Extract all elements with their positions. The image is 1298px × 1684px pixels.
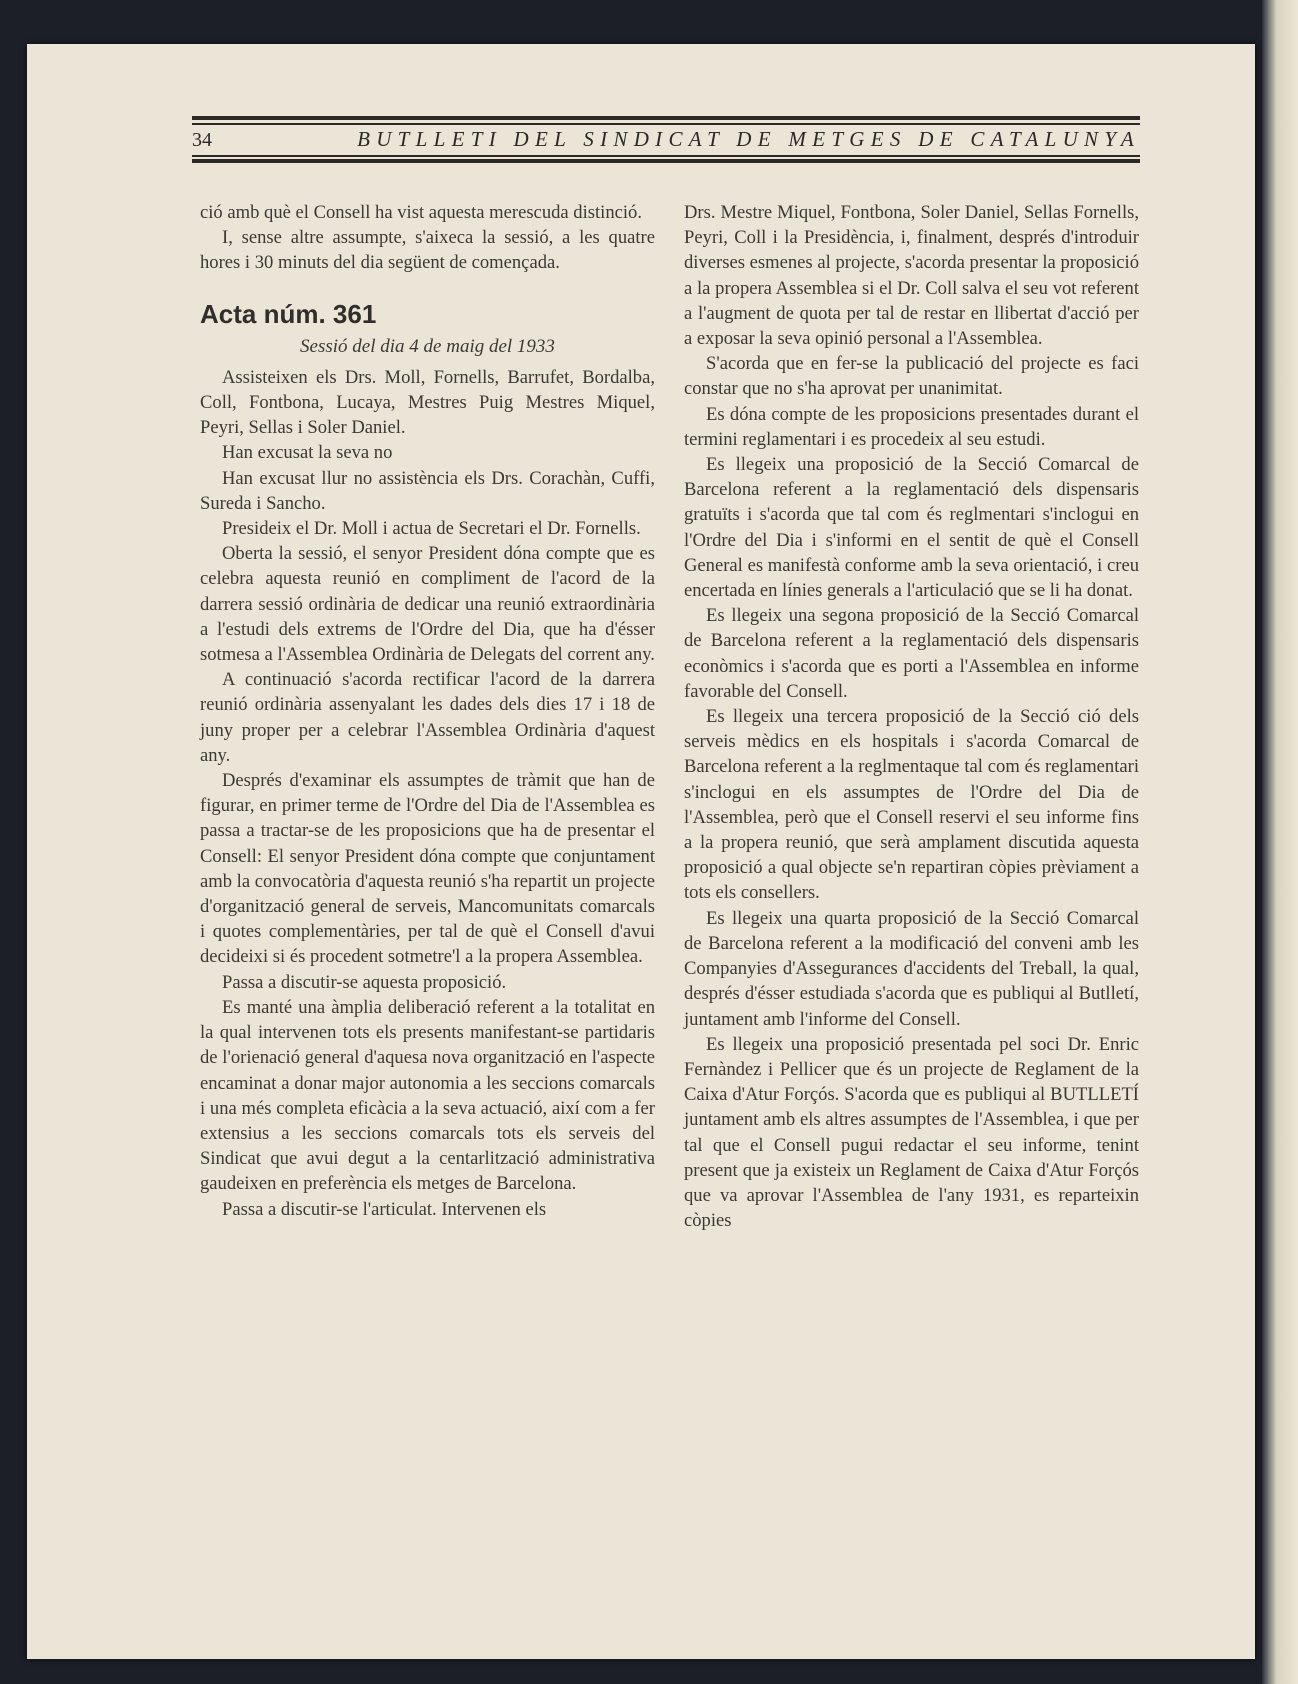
paragraph: A continuació s'acorda rectificar l'acord de la darrera reunió ordinària assenyalant les dades dels dies 17 i 18 de juny proper per a celebrar l'Assemblea Ordinària d'aquest any. <box>200 669 655 766</box>
paragraph: Oberta la sessió, el senyor President dóna compte que es celebra aquesta reunió en compliment de l'acord de la darrera sessió ordinària de dedicar una reunió extraordinària a l'estudi dels extrems de l'Ordre del Dia, que ha d'ésser sotmesa a l'Assemblea Ordinària de Delegats del corrent any. <box>200 543 655 666</box>
paragraph: Es llegeix una proposició de la Secció Comarcal de Barcelona referent a la reglamentació dels dispensaris gratuïts i s'acorda que tal com és reglmentari s'inclogui en l'Ordre del Dia i s'informi en el sentit de què el Consell General es manifestà conforme amb la seva orientació, i creu encertada en línies generals a l'articulació que se li ha donat. <box>684 454 1139 602</box>
paragraph: Es llegeix una tercera proposició de la Secció ció dels serveis mèdics en els hospitals i s'acorda Comarcal de Barcelona referent a la reglmentaque tal com és reglamentari s'inclogui en els assumptes de l'Ordre del Dia de l'Assemblea, però que el Consell reservi el seu informe fins a la propera reunió, que serà amplament discutida aquesta proposició a qual objecte se'n repartiran còpies prèviament a tots els consellers. <box>684 706 1139 904</box>
header-rule <box>192 155 1140 157</box>
page-header <box>192 116 1140 166</box>
paragraph: Es manté una àmplia deliberació referent a la totalitat en la qual intervenen tots els presents manifestant-se partidaris de l'orienació general d'aquesa nova organització en l'aspecte encaminat a donar major autonomia a les seccions comarcals i una més completa eficàcia a la seva actuació, així com a fer extensius a les seccions comarcals tots els serveis del Sindicat que avui degut a la centarlització administrativa gaudeixen en preferència els metges de Barcelona. <box>200 996 655 1195</box>
section-heading: Acta núm. 361 <box>200 298 377 329</box>
left-column <box>200 200 655 1222</box>
paragraph: ció amb què el Consell ha vist aquesta merescuda distinció. <box>200 202 643 223</box>
header-rule <box>192 123 1140 125</box>
paragraph: Han excusat la seva no <box>222 442 393 464</box>
page-number: 34 <box>192 129 212 151</box>
scanner-backdrop <box>1262 0 1298 1684</box>
paragraph: S'acorda que en fer-se la publicació del projecte es faci constar que no s'ha aprovat per unanimitat. <box>684 353 1139 400</box>
paragraph: Han excusat llur no assistència els Drs. Corachàn, Cuffi, Sureda i Sancho. <box>200 467 655 514</box>
paragraph: Drs. Mestre Miquel, Fontbona, Soler Daniel, Sellas Fornells, Peyri, Coll i la Presidència, i, finalment, després d'introduir diverses esmenes al projecte, s'acorda presentar la proposició a la propera Assemblea si el Dr. Coll salva el seu vot referent a l'augment de quota per tal de restar en llibertat d'acció per a exposar la seva opinió personal a l'Assemblea. <box>684 202 1139 350</box>
paragraph: I, sense altre assumpte, s'aixeca la sessió, a les quatre hores i 30 minuts del dia següent de començada. <box>200 227 655 274</box>
header-rule <box>192 116 1140 120</box>
paragraph: Es dóna compte de les proposicions presentades durant el termini reglamentari i es procedeix al seu estudi. <box>684 403 1139 450</box>
journal-title: BUTLLETI DEL SINDICAT DE METGES DE CATALUNYA <box>357 127 1140 151</box>
paragraph: Es llegeix una segona proposició de la Secció Comarcal de Barcelona referent a la reglamentació dels dispensaris econòmics i s'acorda que es porti a l'Assemblea en informe favorable del Consell. <box>684 605 1139 702</box>
session-date: Sessió del dia 4 de maig del 1933 <box>300 335 555 357</box>
paragraph: Assisteixen els Drs. Moll, Fornells, Barrufet, Bordalba, Coll, Fontbona, Lucaya, Mestres Puig Mestres Miquel, Peyri, Sellas i Soler Daniel. <box>200 366 655 439</box>
paragraph: Passa a discutir-se aquesta proposició. <box>222 971 507 993</box>
right-column <box>684 200 1139 1233</box>
paragraph: Es llegeix una proposició presentada pel soci Dr. Enric Fernàndez i Pellicer que és un projecte de Reglament de la Caixa d'Atur Forçós. S'acorda que es publiqui al BUTLLETÍ juntament amb els altres assumptes de l'Assemblea, i que per tal que el Consell pugui redactar el seu informe, tenint present que ja existeix un Reglament de Caixa d'Atur Forçós que va aprovar l'Assemblea de l'any 1931, es reparteixin còpies <box>684 1033 1139 1232</box>
paragraph: Passa a discutir-se l'articulat. Intervenen els <box>222 1198 547 1220</box>
paragraph: Després d'examinar els assumptes de tràmit que han de figurar, en primer terme de l'Ordre del Dia de l'Assemblea es passa a tractar-se de les proposicions que ha de presentar el Consell: El senyor President dóna compte que conjuntament amb la convocatòria d'aquesta reunió s'ha repartit un projecte d'organització general de serveis, Mancomunitats comarcals i quotes complementàries, per tal de què el Consell d'avui decideixi si és procedent sotmetre'l a la propera Assemblea. <box>200 770 655 968</box>
paragraph: Es llegeix una quarta proposició de la Secció Comarcal de Barcelona referent a la modificació del conveni amb les Companyies d'Assegurances d'accidents del Treball, la qual, després d'ésser estudiada s'acorda que es publiqui al Butlletí, juntament amb l'informe del Consell. <box>684 907 1139 1030</box>
header-rule <box>192 159 1140 163</box>
paragraph: Presideix el Dr. Moll i actua de Secretari el Dr. Fornells. <box>222 518 641 540</box>
